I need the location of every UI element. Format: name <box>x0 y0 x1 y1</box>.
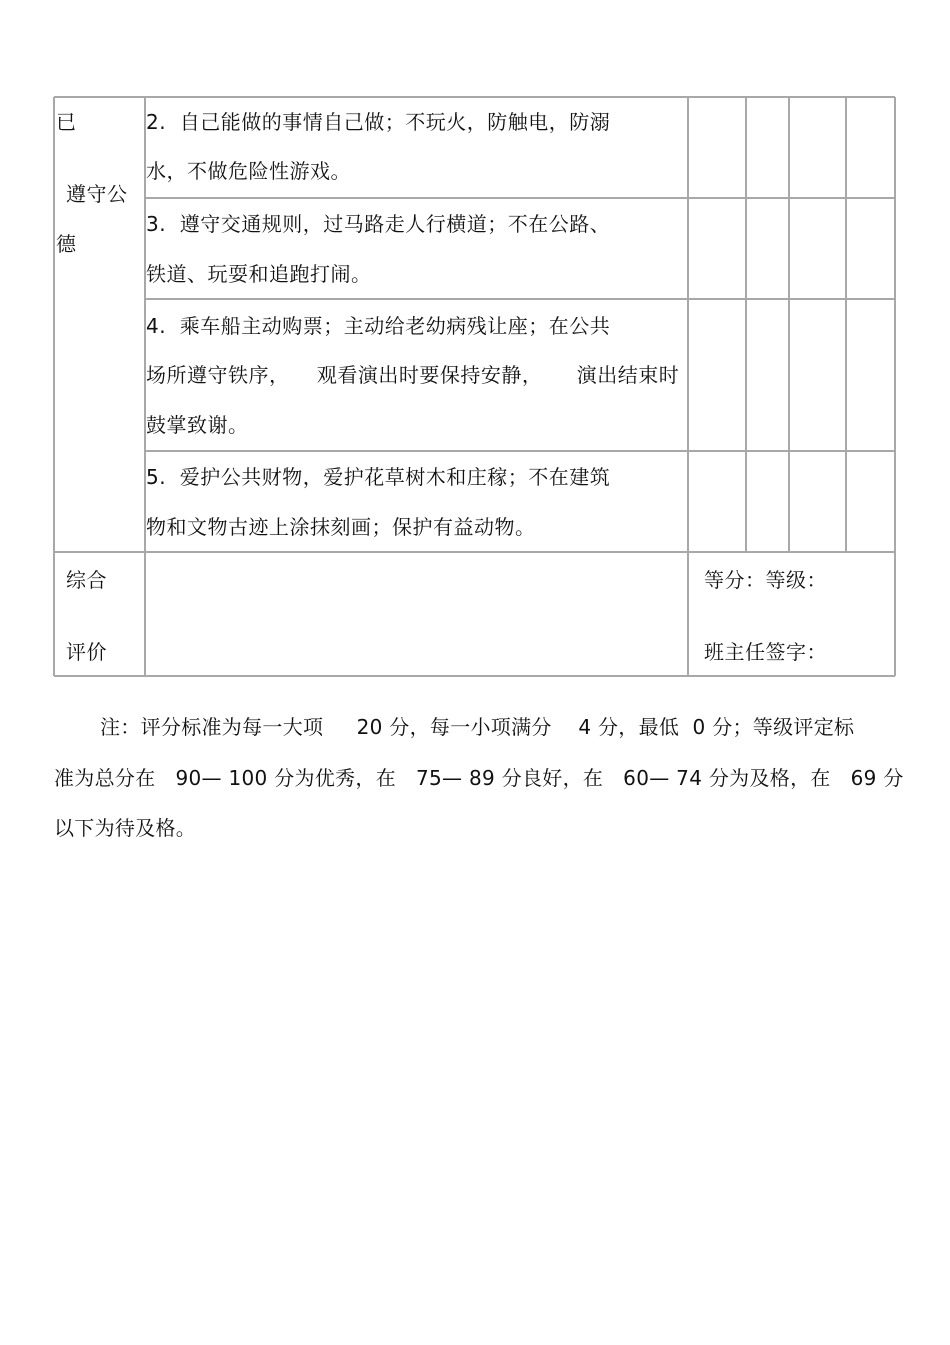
item-5-line2: 物和文物古迹上涂抹刻画；保护有益动物。 <box>146 515 536 539</box>
item-2-line1: 2. 自己能做的事情自己做；不玩火，防触电，防溺 <box>146 110 611 134</box>
item-3-line1: 3. 遵守交通规则，过马路走人行横道；不在公路、 <box>146 212 611 236</box>
item-4-line3: 鼓掌致谢。 <box>146 413 249 437</box>
item-2-line2: 水，不做危险性游戏。 <box>146 159 351 183</box>
category-label-line3: 德 <box>56 232 77 256</box>
category-label-line2: 遵守公 <box>66 182 128 206</box>
item-3-line2: 铁道、玩耍和追跑打闹。 <box>146 262 372 286</box>
note-line3: 以下为待及格。 <box>54 816 197 840</box>
summary-label-line2: 评价 <box>66 640 107 664</box>
note-line2: 准为总分在 90— 100 分为优秀，在 75— 89 分良好，在 60— 74 分为及格，在 69 分 <box>54 766 904 790</box>
teacher-signature-field: 班主任签字： <box>704 640 827 664</box>
note-line1: 注：评分标准为每一大项 20 分，每一小项满分 4 分，最低 0 分；等级评定标 <box>100 715 855 739</box>
summary-label-line1: 综合 <box>66 568 107 592</box>
score-grade-field: 等分：等级： <box>704 568 827 592</box>
item-5-line1: 5. 爱护公共财物，爱护花草树木和庄稼；不在建筑 <box>146 465 611 489</box>
category-label-line1: 已 <box>56 110 77 134</box>
item-4-line1: 4. 乘车船主动购票；主动给老幼病残让座；在公共 <box>146 314 611 338</box>
item-4-line2: 场所遵守铁序， 观看演出时要保持安静， 演出结束时 <box>146 363 680 387</box>
